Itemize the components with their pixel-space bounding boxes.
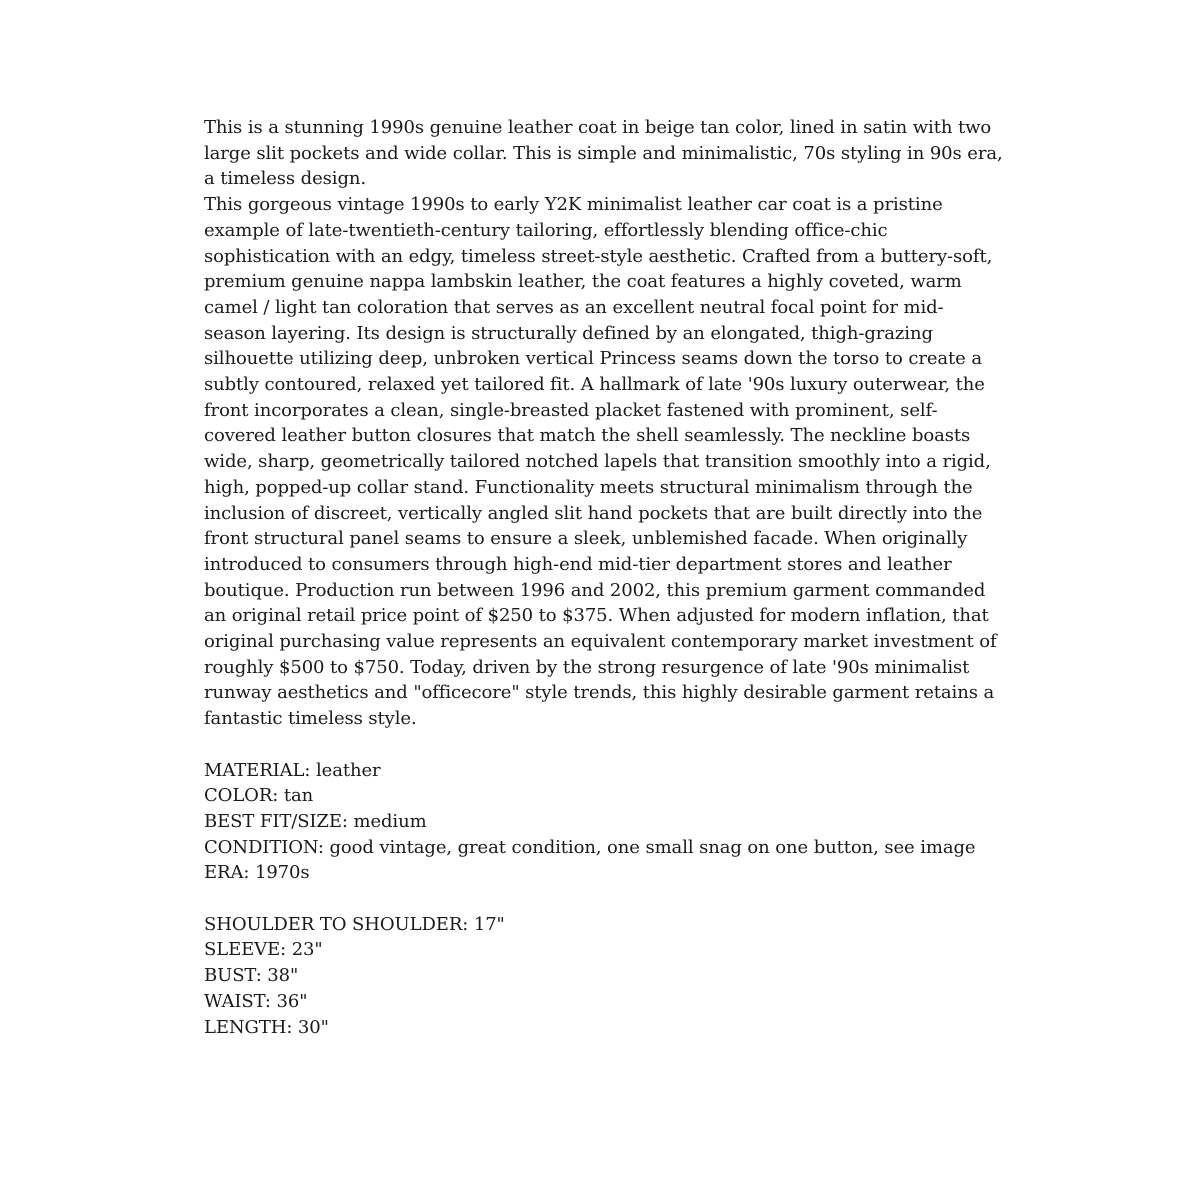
detail-era: ERA: 1970s (204, 862, 310, 884)
description-intro: This is a stunning 1990s genuine leather coat in beige tan color, lined in satin with two large slit pockets and wide collar. This is simple and minimalistic, 70s styling in 90s era, a timeless design. (204, 117, 1003, 190)
measurement-shoulder: SHOULDER TO SHOULDER: 17" (204, 913, 505, 935)
description-body: This gorgeous vintage 1990s to early Y2K minimalist leather car coat is a pristine example of late-twentieth-century tailoring, effortlessly blending office-chic sophistication with an edgy, timeless street-style aesthetic. Crafted from a buttery-soft, premium genuine nappa lambskin leather, the coat features a highly coveted, warm camel / light tan coloration that serves as an excellent neutral focal point for mid-season layering. Its design is structurally defined by an elongated, thigh-grazing silhouette utilizing deep, unbroken vertical Princess seams down the torso to create a subtly contoured, relaxed yet tailored fit. A hallmark of late '90s luxury outerwear, the front incorporates a clean, single-breasted placket fastened with prominent, self-covered leather button closures that match the shell seamlessly. The neckline boasts wide, sharp, geometrically tailored notched lapels that transition smoothly into a rigid, high, popped-up collar stand. Functionality meets structural minimalism through the inclusion of discreet, vertically angled slit hand pockets that are built directly into the front structural panel seams to ensure a sleek, unblemished facade. When originally introduced to consumers through high-end mid-tier department stores and leather boutique. Production run between 1996 and 2002, this premium garment commanded an original retail price point of $250 to $375. When adjusted for modern inflation, that original purchasing value represents an equivalent contemporary market investment of roughly $500 to $750. Today, driven by the strong resurgence of late '90s minimalist runway aesthetics and "officecore" style trends, this highly desirable garment retains a fantastic timeless style. (204, 194, 997, 730)
detail-condition: CONDITION: good vintage, great condition, one small snag on one button, see image (204, 836, 976, 858)
measurement-sleeve: SLEEVE: 23" (204, 939, 323, 961)
detail-size: BEST FIT/SIZE: medium (204, 810, 427, 832)
detail-color: COLOR: tan (204, 785, 314, 807)
measurement-length: LENGTH: 30" (204, 1016, 329, 1038)
details-list (204, 758, 1004, 887)
section-spacer (204, 886, 1004, 912)
listing-description (204, 115, 1004, 1040)
section-spacer (204, 732, 1004, 758)
measurements-list (204, 912, 1004, 1041)
detail-material: MATERIAL: leather (204, 759, 381, 781)
measurement-waist: WAIST: 36" (204, 990, 308, 1012)
measurement-bust: BUST: 38" (204, 965, 299, 987)
